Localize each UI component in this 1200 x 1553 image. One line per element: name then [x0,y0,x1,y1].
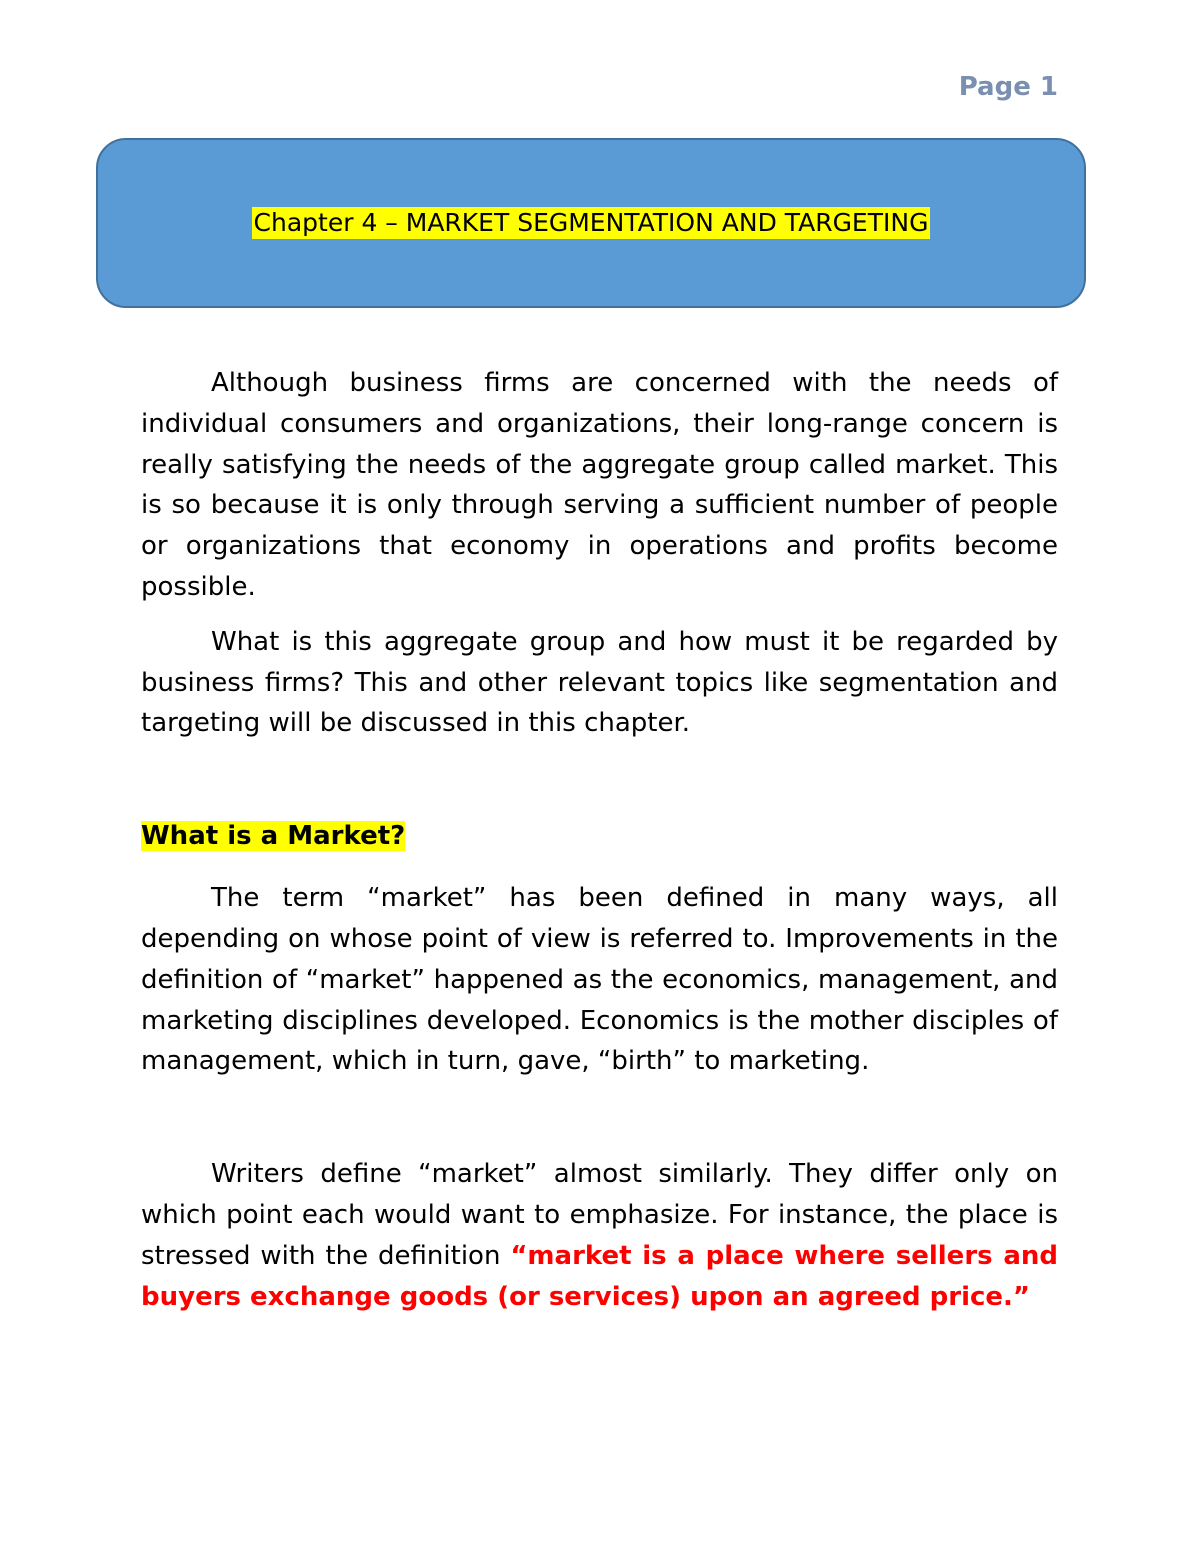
section-heading-text: What is a Market? [141,821,406,852]
intro-paragraph-1: Although business firms are concerned with the needs of individual consumers and organizations, their long-range concern is really satisfying the needs of the aggregate group called market. This is so because it is only through serving a sufficient number of people or organizations that economy in operations and profits become possible. [141,368,1058,602]
chapter-title-box [96,138,1086,308]
chapter-title: Chapter 4 – MARKET SEGMENTATION AND TARGETING [253,208,929,237]
document-body [141,363,1058,1317]
intro-paragraph-2: What is this aggregate group and how must it be regarded by business firms? This and other relevant topics like segmentation and targeting will be discussed in this chapter. [141,626,1058,739]
market-paragraph-1: The term “market” has been defined in many ways, all depending on whose point of view is referred to. Improvements in the definition of “market” happened as the economics, management, and marketing disciplines developed. Economics is the mother disciples of management, which in turn, gave, “birth” to marketing. [141,883,1058,1077]
market-definition-quote: “market is a place where sellers and buyers exchange goods (or services) upon an agreed price.” [141,1240,1058,1312]
market-paragraph-2-text: Writers define “market” almost similarly. They differ only on which point each would want to emphasize. For instance, the place is stressed with the definition [141,1159,1058,1271]
page-number: Page 1 [958,72,1058,102]
market-paragraph-2 [141,1154,1058,1317]
section-heading [141,816,1058,856]
